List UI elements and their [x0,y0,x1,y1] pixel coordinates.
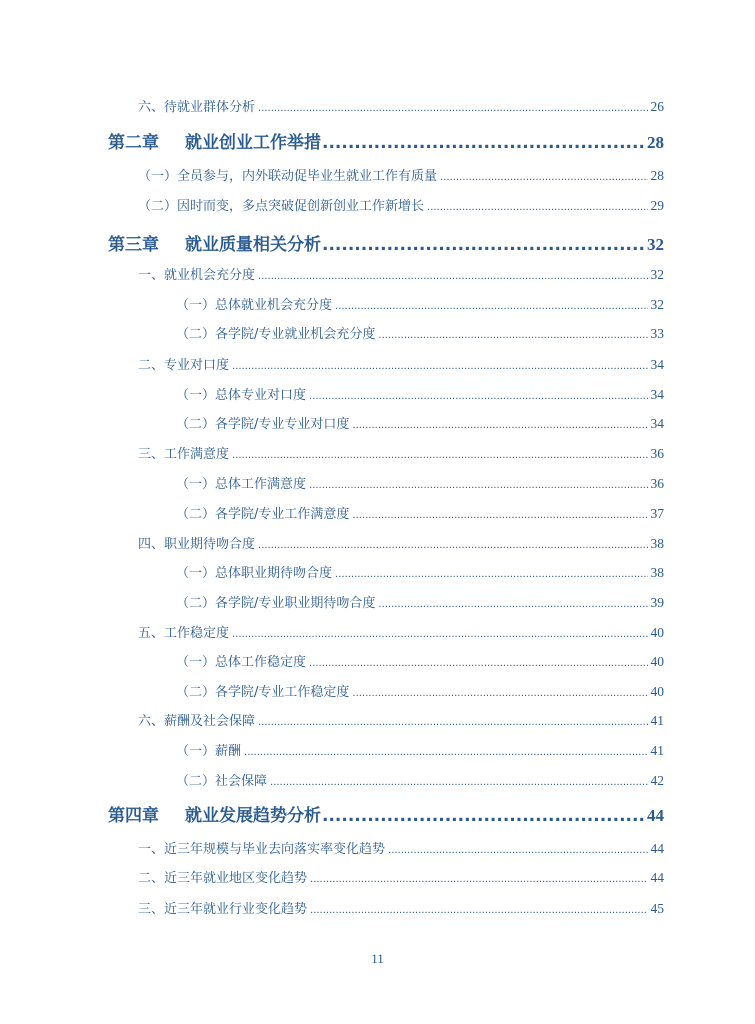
dot-leader [388,845,647,856]
dot-leader [258,271,647,282]
toc-entry[interactable] [176,681,664,700]
dot-leader [322,133,646,153]
toc-page-number: 32 [650,267,664,282]
dot-leader [309,658,647,669]
toc-page-number: 38 [650,536,664,551]
toc-entry[interactable] [176,740,664,759]
toc-entry-title: （一）总体专业对口度 [176,388,307,403]
toc-entry-title: 三、工作满意度 [138,447,230,462]
toc-entry[interactable] [138,354,664,373]
toc-page-number: 36 [650,476,664,491]
toc-page-number: 32 [650,297,664,312]
toc-entry-title [108,230,321,255]
toc-page-number: 40 [650,654,664,669]
dot-leader [310,874,647,885]
toc-entry[interactable] [176,592,664,611]
dot-leader [322,235,646,255]
toc-page-number: 41 [650,713,664,728]
dot-leader [258,717,647,728]
toc-page-number: 34 [650,416,664,431]
dot-leader [310,905,647,916]
dot-leader [352,688,647,699]
dot-leader [232,629,647,640]
toc-entry[interactable] [176,323,664,342]
toc-page-number: 29 [650,198,664,213]
toc-entry[interactable] [138,867,664,886]
toc-entry-title: 六、待就业群体分析 [138,100,256,115]
toc-page-number: 28 [650,168,664,183]
dot-leader [427,202,647,213]
toc-entry-title: 一、近三年规模与毕业去向落实率变化趋势 [138,842,386,857]
toc-chapter-entry[interactable] [108,230,664,255]
chapter-title: 就业创业工作举措 [185,133,321,153]
toc-page-number: 39 [650,595,664,610]
toc-entry-title: （二）社会保障 [176,774,268,789]
chapter-number: 第三章 [108,235,159,255]
toc-entry-title: （二）各学院/专业就业机会充分度 [176,327,376,342]
dot-leader [309,391,647,402]
toc-entry-title: （二）各学院/专业工作满意度 [176,507,350,522]
toc-entry[interactable] [138,838,664,857]
toc-page-number: 32 [647,235,664,254]
toc-page-number: 42 [650,773,664,788]
dot-leader [258,540,647,551]
dot-leader [232,361,647,372]
dot-leader [232,450,647,461]
toc-entry[interactable] [138,533,664,552]
toc-entry-title: 二、近三年就业地区变化趋势 [138,871,308,886]
toc-page-number: 33 [650,326,664,341]
toc-entry-title: （二）各学院/专业专业对口度 [176,417,350,432]
toc-page-number: 40 [650,684,664,699]
dot-leader [258,103,647,114]
toc-entry-title: 六、薪酬及社会保障 [138,714,256,729]
toc-entry-title: （一）总体职业期待吻合度 [176,566,333,581]
toc-entry-title: （二）因时而变，多点突破促创新创业工作新增长 [138,199,425,214]
dot-leader [322,806,646,826]
dot-leader [352,510,647,521]
toc-entry-title: 三、近三年就业行业变化趋势 [138,902,308,917]
toc-page-number: 45 [650,901,664,916]
chapter-number: 第四章 [108,806,159,826]
toc-page-number: 44 [650,870,664,885]
chapter-title: 就业发展趋势分析 [185,806,321,826]
toc-page-number: 41 [650,743,664,758]
dot-leader [335,301,647,312]
toc-page-number: 38 [650,565,664,580]
chapter-number: 第二章 [108,133,159,153]
toc-entry[interactable] [138,622,664,641]
dot-leader [378,330,647,341]
dot-leader [378,599,647,610]
toc-entry[interactable] [138,195,664,214]
toc-entry-title: 二、专业对口度 [138,358,230,373]
toc-page-number: 44 [647,806,664,825]
toc-page-number: 26 [650,99,664,114]
toc-entry[interactable] [138,264,664,283]
toc-page-number: 34 [650,387,664,402]
toc-entry-title [108,128,321,153]
toc-entry-title: （二）各学院/专业职业期待吻合度 [176,596,376,611]
toc-page-number: 36 [650,446,664,461]
toc-entry[interactable] [176,770,664,789]
toc-entry[interactable] [176,562,664,581]
toc-entry[interactable] [176,651,664,670]
dot-leader [440,172,647,183]
toc-entry[interactable] [176,473,664,492]
chapter-title: 就业质量相关分析 [185,235,321,255]
toc-entry-title: （一）总体就业机会充分度 [176,298,333,313]
toc-entry-title: （二）各学院/专业工作稳定度 [176,685,350,700]
toc-entry-title: （一）总体工作稳定度 [176,655,307,670]
toc-entry[interactable] [138,165,664,184]
dot-leader [309,480,647,491]
toc-entry-title: （一）全员参与，内外联动促毕业生就业工作有质量 [138,169,438,184]
toc-entry-title: 五、工作稳定度 [138,626,230,641]
toc-entry-title: （一）薪酬 [176,744,242,759]
toc-page-number: 44 [650,841,664,856]
dot-leader [244,747,647,758]
toc-chapter-entry[interactable] [108,128,664,153]
toc-entry[interactable] [138,443,664,462]
toc-entry[interactable] [138,710,664,729]
page-number: 11 [371,951,384,966]
toc-entry-title: （一）总体工作满意度 [176,477,307,492]
toc-page-number: 34 [650,357,664,372]
toc-entry[interactable] [176,503,664,522]
toc-entry[interactable] [176,384,664,403]
toc-entry-title [108,801,321,826]
dot-leader [270,777,647,788]
dot-leader [335,569,647,580]
toc-chapter-entry[interactable] [108,801,664,826]
toc-entry[interactable] [176,413,664,432]
toc-entry[interactable] [138,96,664,115]
toc-entry[interactable] [138,898,664,917]
dot-leader [352,420,647,431]
toc-entry[interactable] [176,294,664,313]
toc-page-number: 28 [647,133,664,152]
toc-page-number: 40 [650,625,664,640]
toc-page-number: 37 [650,506,664,521]
toc-entry-title: 四、职业期待吻合度 [138,537,256,552]
toc-entry-title: 一、就业机会充分度 [138,268,256,283]
